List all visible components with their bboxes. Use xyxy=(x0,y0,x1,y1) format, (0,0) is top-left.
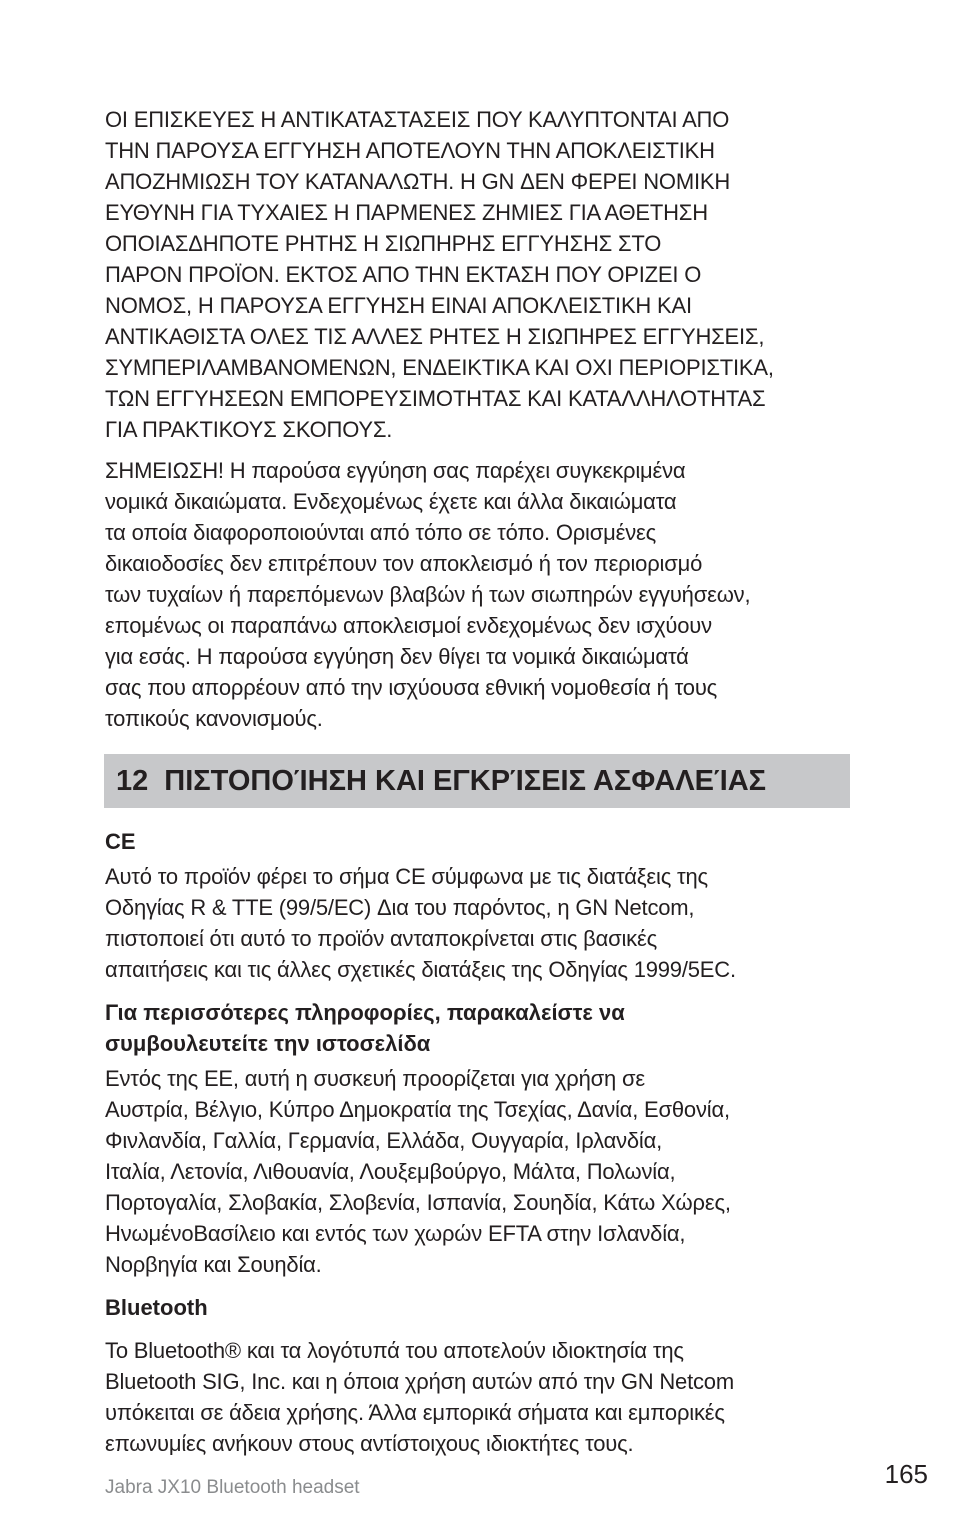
more-info-paragraph: Εντός της ΕΕ, αυτή η συσκευή προορίζεται για χρήση σε Αυστρία, Βέλγιο, Κύπρο Δημοκρατία της Τσεχίας, Δανία, Εσθονία, Φινλανδία, Γαλλία, Γερμανία, Ελλάδα, Ουγγαρία, Ιρλανδία, Ιταλία, Λετονία, Λιθουανία, Λουξεμβούργο, Μάλτα, Πολωνία, Πορτογαλία, Σλοβακία, Σλοβενία, Ισπανία, Σουηδία, Κάτω Χώρες, ΗνωμένοΒασίλειο και εντός των χωρών EFTA στην Ισλανδία, Νορβηγία και Σουηδία. xyxy=(105,1066,731,1277)
page-number: 165 xyxy=(884,1459,928,1489)
ce-heading: CE xyxy=(105,829,136,854)
warranty-caps-paragraph: ΟΙ ΕΠΙΣΚΕΥΕΣ Η ΑΝΤΙΚΑΤΑΣΤΑΣΕΙΣ ΠΟΥ ΚΑΛΥΠΤΟΝΤΑΙ ΑΠΟ ΤΗΝ ΠΑΡΟΥΣΑ ΕΓΓΥΗΣΗ ΑΠΟΤΕΛΟΥΝ ΤΗΝ ΑΠΟΚΛΕΙΣΤΙΚΗ ΑΠΟΖΗΜΙΩΣΗ ΤΟΥ ΚΑΤΑΝΑΛΩΤΗ. Η GN ΔΕΝ ΦΕΡΕΙ ΝΟΜΙΚΗ ΕΥΘΥΝΗ ΓΙΑ ΤΥΧΑΙΕΣ Η ΠΑΡΜΕΝΕΣ ΖΗΜΙΕΣ ΓΙΑ ΑΘΕΤΗΣΗ ΟΠΟΙΑΣΔΗΠΟΤΕ ΡΗΤΗΣ Η ΣΙΩΠΗΡΗΣ ΕΓΓΥΗΣΗΣ ΣΤΟ ΠΑΡΟΝ ΠΡΟΪΟΝ. ΕΚΤΟΣ ΑΠΟ ΤΗΝ ΕΚΤΑΣΗ ΠΟΥ ΟΡΙΖΕΙ Ο ΝΟΜΟΣ, Η ΠΑΡΟΥΣΑ ΕΓΓΥΗΣΗ ΕΙΝΑΙ ΑΠΟΚΛΕΙΣΤΙΚΗ ΚΑΙ ΑΝΤΙΚΑΘΙΣΤΑ ΟΛΕΣ ΤΙΣ ΑΛΛΕΣ ΡΗΤΕΣ Η ΣΙΩΠΗΡΕΣ ΕΓΓΥΗΣΕΙΣ, ΣΥΜΠΕΡΙΛΑΜΒΑΝΟΜΕΝΩΝ, ΕΝΔΕΙΚΤΙΚΑ ΚΑΙ ΟΧΙ ΠΕΡΙΟΡΙΣΤΙΚΑ, ΤΩΝ ΕΓΓΥΗΣΕΩΝ ΕΜΠΟΡΕΥΣΙΜΟΤΗΤΑΣ ΚΑΙ ΚΑΤΑΛΛΗΛΟΤΗΤΑΣ ΓΙΑ ΠΡΑΚΤΙΚΟΥΣ ΣΚΟΠΟΥΣ. xyxy=(105,107,774,442)
section-heading-bar xyxy=(104,754,850,808)
section-number: 12 xyxy=(116,764,149,797)
ce-paragraph: Αυτό το προϊόν φέρει το σήμα CE σύμφωνα με τις διατάξεις της Οδηγίας R & TTE (99/5/EC) Δια του παρόντος, η GN Netcom, πιστοποιεί ότι αυτό το προϊόν ανταποκρίνεται στις βασικές απαιτήσεις και τις άλλες σχετικές διατάξεις της Οδηγίας 1999/5EC. xyxy=(105,864,736,982)
bluetooth-heading: Bluetooth xyxy=(105,1295,208,1320)
footer-product-name: Jabra JX10 Bluetooth headset xyxy=(105,1477,360,1498)
section-title: ΠΙΣΤΟΠΟΊΗΣΗ ΚΑΙ ΕΓΚΡΊΣΕΙΣ ΑΣΦΑΛΕΊΑΣ xyxy=(164,764,767,797)
page-content xyxy=(105,104,851,1459)
note-paragraph: ΣΗΜΕΙΩΣΗ! Η παρούσα εγγύηση σας παρέχει συγκεκριμένα νομικά δικαιώματα. Ενδεχομένως έχετε και άλλα δικαιώματα τα οποία διαφοροποιούνται από τόπο σε τόπο. Ορισμένες δικαιοδοσίες δεν επιτρέπουν τον αποκλεισμό ή τον περιορισμό των τυχαίων ή παρεπόμενων βλαβών ή των σιωπηρών εγγυήσεων, επομένως οι παραπάνω αποκλεισμοί ενδεχομένως δεν ισχύουν για εσάς. Η παρούσα εγγύηση δεν θίγει τα νομικά δικαιώματά σας που απορρέουν από την ισχύουσα εθνική νομοθεσία ή τους τοπικούς κανονισμούς. xyxy=(105,458,751,731)
bluetooth-paragraph: Το Bluetooth® και τα λογότυπά του αποτελούν ιδιοκτησία της Bluetooth SIG, Inc. και η όποια χρήση αυτών από την GN Netcom υπόκειται σε άδεια χρήσης. Άλλα εμπορικά σήματα και εμπορικές επωνυμίες ανήκουν στους αντίστοιχους ιδιοκτήτες τους. xyxy=(105,1338,734,1456)
more-info-heading: Για περισσότερες πληροφορίες, παρακαλείστε να συμβουλευτείτε την ιστοσελίδα xyxy=(105,1000,625,1056)
